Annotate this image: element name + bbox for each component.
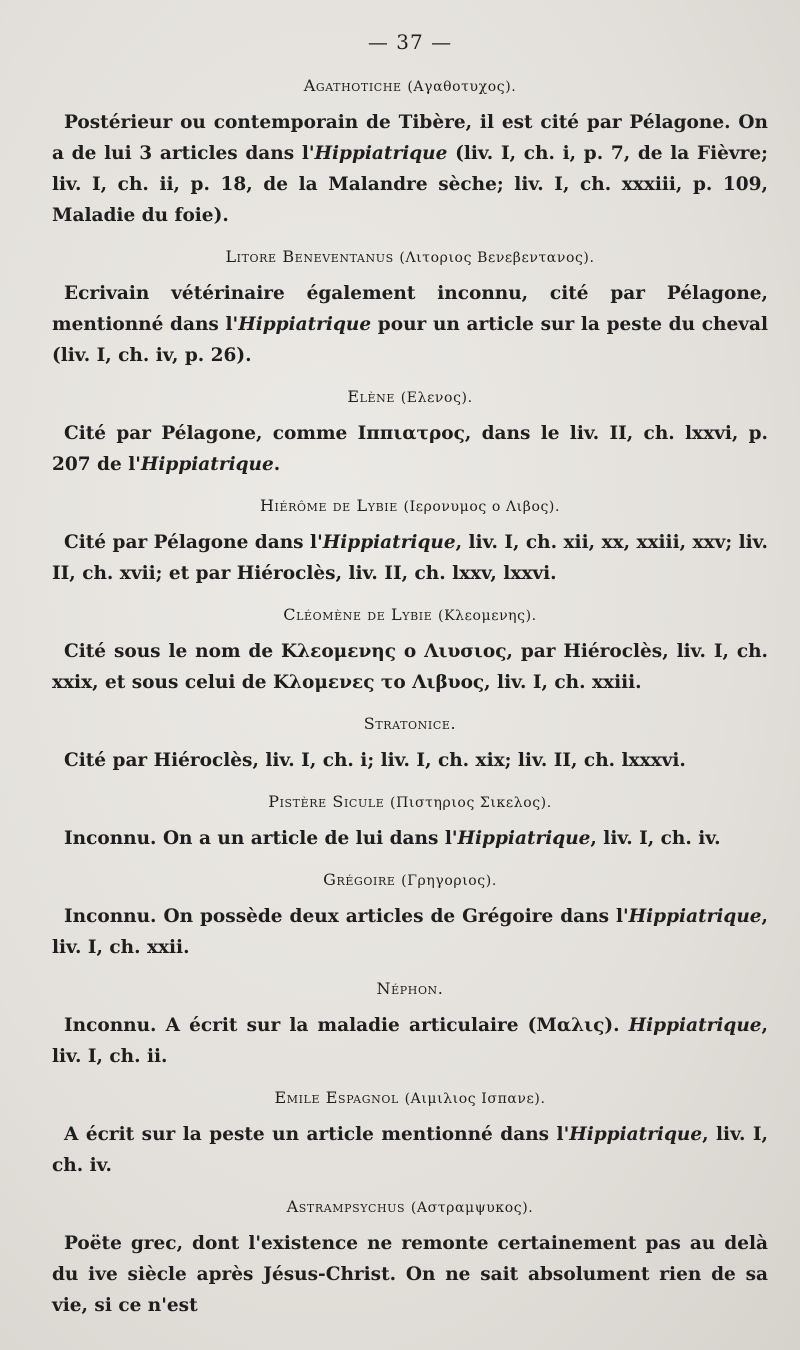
entry-heading-litore (52, 247, 768, 266)
entry-title: Astrampsychus (286, 1197, 406, 1216)
entry-heading-emile (52, 1088, 768, 1107)
entry-text (52, 1228, 768, 1321)
text-run: Cité par Pélagone dans l' (64, 532, 323, 553)
italic-title: Hippiatrique (238, 314, 372, 335)
text-run: Ecrivain vétérinaire également inconnu, cité par Pélagone, mentionné dans l' (52, 283, 768, 335)
entry-title: Litore Beneventanus (225, 247, 394, 266)
italic-title: Hippiatrique (569, 1124, 703, 1145)
italic-title: Hippiatrique (628, 906, 762, 927)
text-run: pour un article sur la peste du cheval (liv. I, ch. iv, p. 26). (52, 314, 769, 366)
entry-text (52, 745, 768, 776)
entry-title: Pistère Sicule (268, 792, 385, 811)
text-run: , liv. I, ch. iv. (590, 828, 721, 849)
text-run: Inconnu. On possède deux articles de Grégoire dans l' (64, 906, 629, 927)
text-run: Cité par Hiéroclès, liv. I, ch. i; liv. I, ch. xix; liv. II, ch. lxxxvi. (64, 750, 686, 771)
text-run: , liv. I, ch. iv. (52, 1124, 768, 1176)
entry-text (52, 901, 768, 963)
entry-title: Elène (347, 387, 396, 406)
entry-greek-name: (Αστραμψυκος). (410, 1200, 534, 1216)
entry-title: Cléomène de Lybie (283, 605, 433, 624)
entry-title: Emile Espagnol (274, 1088, 399, 1107)
entry-greek-name: (Κλεομενης). (438, 608, 537, 624)
entry-heading-agathotiche (52, 76, 768, 95)
text-run: Postérieur ou contemporain de Tibère, il est cité par Pélagone. On a de lui 3 articles dans l' (52, 112, 768, 164)
entry-heading-gregoire (52, 870, 768, 889)
entry-greek-name: (Πιστηριος Σικελος). (390, 795, 552, 811)
entry-text (52, 1119, 768, 1181)
italic-title: Hippiatrique (457, 828, 591, 849)
entry-text (52, 107, 768, 231)
text-run: , liv. I, ch. ii. (52, 1015, 768, 1067)
entry-heading-pistere (52, 792, 768, 811)
entry-heading-cleomene (52, 605, 768, 624)
text-run: A écrit sur la peste un article mentionné dans l' (64, 1124, 570, 1145)
italic-title: Hippiatrique (628, 1015, 762, 1036)
text-run: . (273, 454, 281, 475)
text-run: Poëte grec, dont l'existence ne remonte certainement pas au delà du ive siècle après Jésus-Christ. On ne sait absolument rien de sa vie, si ce n'est (52, 1233, 768, 1316)
entry-title: Grégoire (323, 870, 396, 889)
entry-text (52, 527, 768, 589)
entry-greek-name: (Ιερονυμος ο Λιβος). (403, 499, 561, 515)
entry-heading-elene (52, 387, 768, 406)
entry-greek-name: (Αιμιλιος Ισπανε). (404, 1091, 546, 1107)
entry-text (52, 636, 768, 698)
entry-greek-name: (Ελενος). (400, 390, 473, 406)
entry-text (52, 1010, 768, 1072)
entry-title: Stratonice. (363, 714, 457, 733)
entry-greek-name: (Αγαθοτυχος). (407, 79, 517, 95)
entry-heading-nephon (52, 979, 768, 998)
text-run: Inconnu. On a un article de lui dans l' (64, 828, 458, 849)
text-run: Inconnu. A écrit sur la maladie articulaire (Μαλις). (64, 1015, 629, 1036)
page-number: — 37 — (367, 30, 453, 54)
text-run: , liv. I, ch. xxii. (52, 906, 768, 958)
entry-title: Hiérôme de Lybie (259, 496, 398, 515)
entry-heading-astrampsychus (52, 1197, 768, 1216)
italic-title: Hippiatrique (314, 143, 448, 164)
entry-heading-hierome (52, 496, 768, 515)
text-run: Cité par Pélagone, comme Ιππιατρος, dans le liv. II, ch. lxxvi, p. 207 de l' (52, 423, 768, 475)
italic-title: Hippiatrique (322, 532, 456, 553)
entry-text (52, 278, 768, 371)
entry-heading-stratonice (52, 714, 768, 733)
text-run: , liv. I, ch. xii, xx, xxiii, xxv; liv. II, ch. xvii; et par Hiéroclès, liv. II, ch. lxxv, lxxvi. (52, 532, 768, 584)
entry-text (52, 823, 768, 854)
entry-title: Agathotiche (303, 76, 402, 95)
entry-text (52, 418, 768, 480)
entry-title: Néphon. (376, 979, 444, 998)
entry-greek-name: (Λιτοριος Βενεβεντανος). (399, 250, 595, 266)
italic-title: Hippiatrique (140, 454, 274, 475)
entry-greek-name: (Γρηγοριος). (401, 873, 497, 889)
text-run: (liv. I, ch. i, p. 7, de la Fièvre; liv. I, ch. ii, p. 18, de la Malandre sèche; liv. I, ch. xxxiii, p. 109, Maladie du foie). (52, 143, 768, 226)
text-run: Cité sous le nom de Κλεομενης ο Λιυσιος, par Hiéroclès, liv. I, ch. xxix, et sous celui de Κλομενες το Λιβυος, liv. I, ch. xxiii. (52, 641, 768, 693)
